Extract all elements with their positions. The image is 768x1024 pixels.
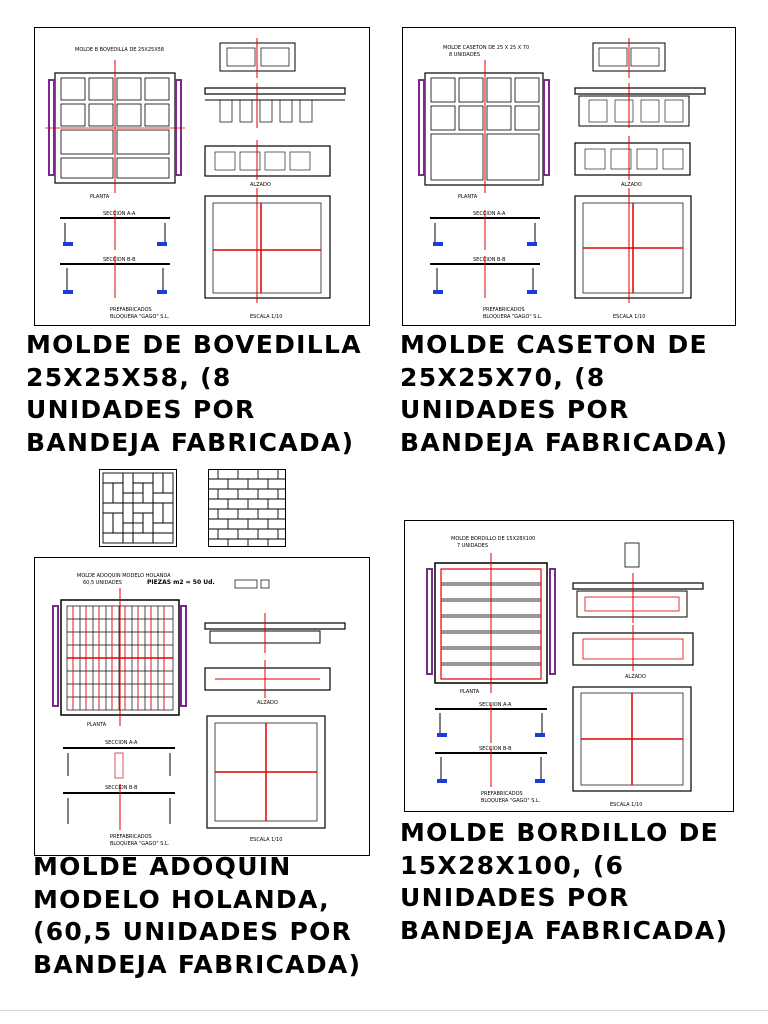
sheet-units: 60,5 UNIDADES (83, 580, 122, 586)
section-b-label: SECCION B-B (103, 257, 136, 263)
section-b-label: SECCION B-B (105, 785, 138, 791)
view-label: ALZADO (625, 674, 646, 680)
caption-line: UNIDADES POR (26, 395, 256, 424)
company-line-1: PREFABRICADOS (483, 307, 525, 313)
plan-label: PLANTA (87, 722, 107, 728)
caption-line: MOLDE CASETON DE (400, 330, 708, 359)
caption-line: UNIDADES POR (400, 395, 630, 424)
caption-line: MODELO HOLANDA, (33, 884, 330, 914)
pieces-per-m2: PIEZAS m2 = 50 Ud. (147, 579, 215, 586)
caption-line: 25X25X70, (8 (400, 362, 606, 392)
caption-line: 25X25X58, (8 (26, 362, 232, 392)
drawing-sheet-bovedilla (34, 27, 370, 326)
technical-drawing (405, 521, 733, 811)
caption-line: (60,5 UNIDADES POR (33, 917, 353, 946)
company-line-2: BLOQUERA "GAGO" S.L. (110, 841, 170, 847)
caption-line: BANDEJA FABRICADA) (400, 427, 729, 457)
herringbone-pattern-icon (99, 469, 177, 547)
section-a-label: SECCION A-A (479, 702, 512, 708)
sheet-title: MOLDE BORDILLO DE 15X28X100 (451, 536, 536, 542)
caption-line: MOLDE BORDILLO DE (400, 818, 720, 847)
drawing-sheet-caseton (402, 27, 736, 326)
caption-caseton (400, 329, 728, 459)
section-b-label: SECCION B-B (479, 746, 512, 752)
plan-label: PLANTA (90, 194, 110, 200)
view-label: ALZADO (250, 182, 271, 188)
company-line-1: PREFABRICADOS (110, 307, 152, 313)
caption-line: BANDEJA FABRICADA) (33, 949, 362, 979)
caption-bordillo (400, 817, 728, 947)
caption-line: MOLDE DE BOVEDILLA (26, 330, 362, 359)
caption-line: BANDEJA FABRICADA) (26, 427, 355, 457)
technical-drawing (403, 28, 735, 325)
brick-pattern-icon (208, 469, 286, 547)
scale-label: ESCALA 1/10 (250, 837, 283, 843)
sheet-units: 7 UNIDADES (457, 543, 489, 549)
company-line-1: PREFABRICADOS (110, 834, 152, 840)
scale-label: ESCALA 1/10 (610, 802, 643, 808)
caption-line: 15X28X100, (6 (400, 850, 625, 880)
caption-line: BANDEJA FABRICADA) (400, 915, 729, 945)
section-a-label: SECCION A-A (105, 740, 138, 746)
plan-label: PLANTA (460, 689, 480, 695)
sheet-title: MOLDE B BOVEDILLA DE 25X25X58 (75, 47, 164, 53)
drawing-sheet-bordillo (404, 520, 734, 812)
sheet-title: MOLDE ADOQUIN MODELO HOLANDA (77, 573, 171, 579)
view-label: ALZADO (257, 700, 278, 706)
sheet-units: 8 UNIDADES (449, 52, 481, 58)
scale-label: ESCALA 1/10 (250, 314, 283, 320)
caption-line: UNIDADES POR (400, 883, 630, 912)
page-divider (0, 1010, 768, 1011)
company-line-1: PREFABRICADOS (481, 791, 523, 797)
section-a-label: SECCION A-A (103, 211, 136, 217)
plan-label: PLANTA (458, 194, 478, 200)
caption-bovedilla (26, 329, 362, 459)
company-line-2: BLOQUERA "GAGO" S.L. (110, 314, 170, 320)
running-bond-pattern-thumbnail (208, 469, 286, 547)
herringbone-pattern-thumbnail (99, 469, 177, 547)
caption-line: MOLDE ADOQUIN (33, 852, 292, 881)
technical-drawing (35, 558, 369, 855)
caption-adoquin (33, 851, 361, 981)
drawing-sheet-adoquin (34, 557, 370, 856)
sheet-title: MOLDE CASETON DE 25 X 25 X 70 (443, 45, 530, 51)
technical-drawing (35, 28, 369, 325)
company-line-2: BLOQUERA "GAGO" S.L. (481, 798, 541, 804)
section-b-label: SECCION B-B (473, 257, 506, 263)
view-label: ALZADO (621, 182, 642, 188)
company-line-2: BLOQUERA "GAGO" S.L. (483, 314, 543, 320)
section-a-label: SECCION A-A (473, 211, 506, 217)
scale-label: ESCALA 1/10 (613, 314, 646, 320)
